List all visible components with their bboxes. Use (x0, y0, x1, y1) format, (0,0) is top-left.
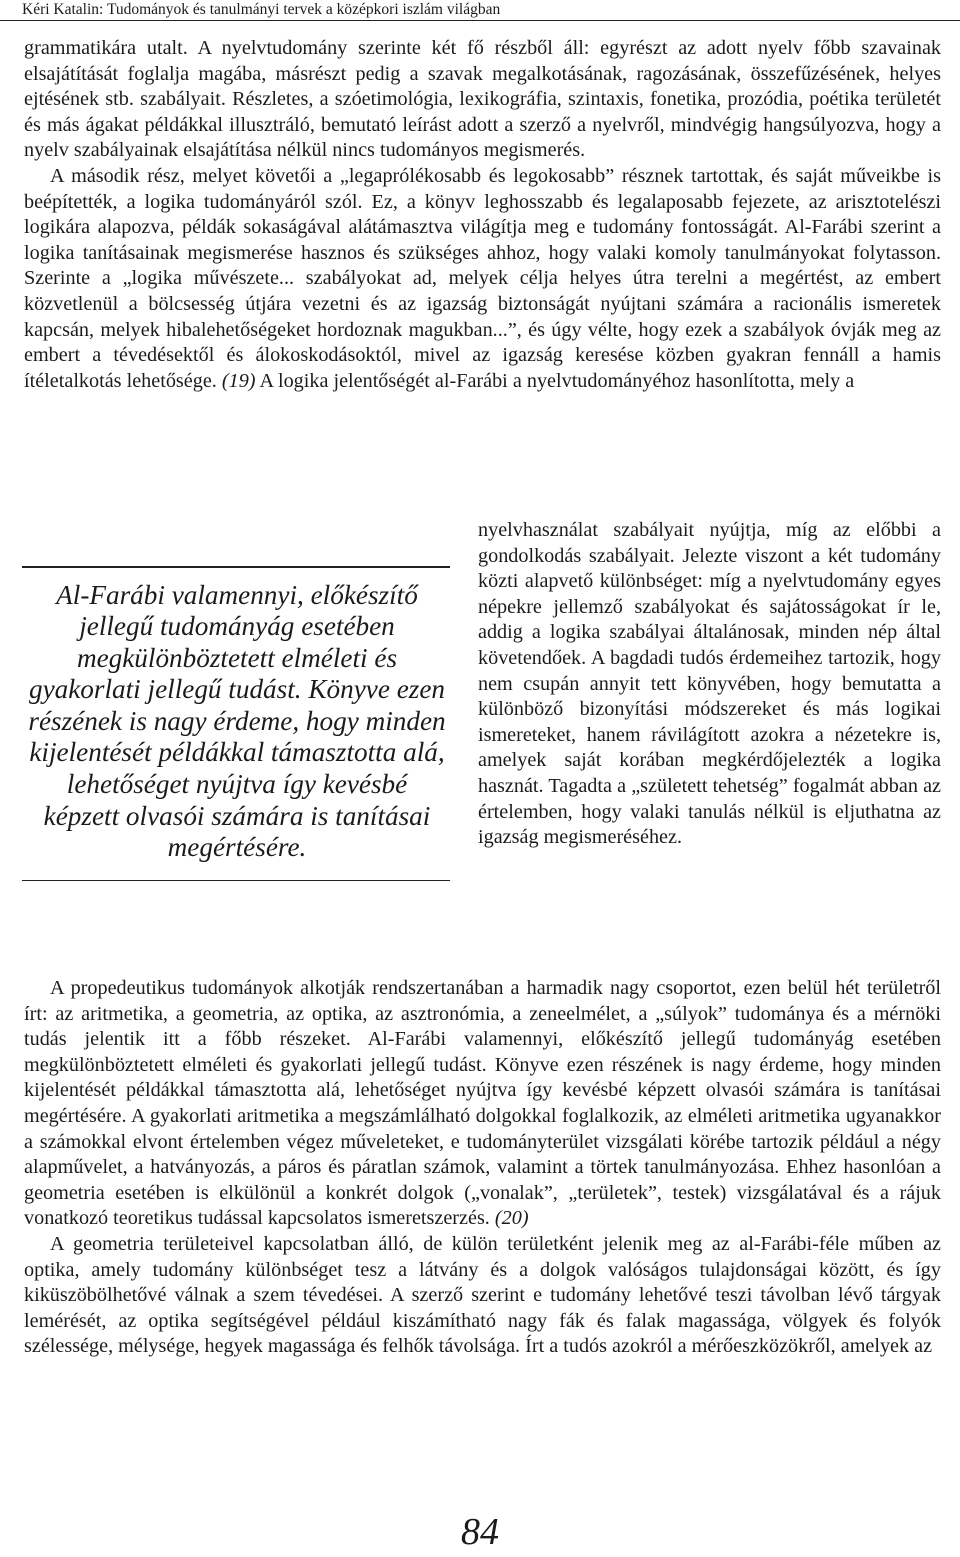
paragraph: nyelvhasználat szabályait nyújtja, míg az előbbi a gondolkodás szabályait. Jelezte viszont a két tudomány közti alapvető különbséget: míg a nyelvtudomány egyes népekre jellemző szabályokat és sajátosságokat ír le, addig a logika szabályai általánosak, minden nép által követendőek. A bagdadi tudós érdemeihez tartozik, hogy nem csupán annyit tett könyvében, hogy bemutatta a különböző bizonyítási módszereket és más logikai ismereteket, hanem rávilágított azokra a nézetekre is, amelyek saját korában megkérdőjelezték a logika hasznát. Tagadta a „született tehetség” fogalmát abban az értelemben, hogy valaki tanulás nélkül is eljuthatna az igazság megismeréséhez. (478, 519, 941, 849)
citation-ref: (19) (221, 369, 256, 392)
body-text-wrap (478, 518, 941, 851)
paragraph-text: A propedeutikus tudományok alkotják rendszertanában a harmadik nagy csoportot, ezen belül hét területről írt: az aritmetika, a geometria, az optika, az asztronómia, a zeneelmélet, a „súlyok” tudománya és a mérnöki tudás jelentik itt a főbb részeket. Al-Farábi valamennyi, előkészítő jellegű tudományág esetében megkülönböztetett elméleti és gyakorlati jellegű tudást. Könyve ezen részének is nagy érdeme, hogy minden kijelentését példákkal támasztotta alá, lehetőséget nyújtva így kevésbé képzett olvasói számára is tanításai megértésére. A gyakorlati aritmetika a megszámlálható dolgokkal foglalkozik, az elméleti aritmetika ugyanakkor a számokkal elvont értelemben végez műveleteket, e tudományterület vizsgálati körébe tartozik például a négy alapművelet, a hatványozás, a páros és páratlan számok, valamint a törtek tanulmányozása. Ehhez hasonlóan a geometria esetében is elkülönül a konkrét dolgok („vonalak”, „területek”, testek) vizsgálatával és a rájuk vonatkozó teoretikus tudással kapcsolatos ismeretszerzés. (24, 977, 941, 1230)
pull-quote-text: Al-Farábi valamennyi, előkészítő jellegű tudományág esetében megkülönböztetett elméleti és gyakorlati jellegű tudást. Könyve ezen részének is nagy érdeme, hogy minden kijelentését példákkal támasztotta alá, lehetőséget nyújtva így kevésbé képzett olvasói számára is tanításai megértésére. (28, 579, 446, 863)
pull-quote-rule-bottom (22, 880, 450, 882)
paragraph-text: A logika jelentőségét al-Farábi a nyelvtudományéhoz hasonlította, mely a (259, 369, 855, 392)
paragraph: A geometria területeivel kapcsolatban álló, de külön területként jelenik meg az al-Farábi-féle műben az optika, amely tudomány különbséget tesz a látvány és a dolgok valóságos tulajdonságai között, és így kiküszöbölhetővé válnak a szem tévedései. A szerző szerint e tudomány lehetővé teszi távolban lévő tárgyak lemérését, az optika segítségével például kiszámítható nagy fák és falak magassága, völgyek és folyók szélessége, mélysége, hegyek magassága és felhők távolsága. Írt a tudós azokról a mérőeszközökről, amelyek az (24, 1232, 941, 1358)
running-header: Kéri Katalin: Tudományok és tanulmányi tervek a középkori iszlám világban (22, 1, 501, 18)
header-rule (0, 20, 960, 21)
paragraph-text: A második rész, melyet követői a „legaprólékosabb és legokosabb” résznek tartottak, és saját műveikbe is beépítették, a logika tudományáról szól. Ez, a könyv leghosszabb és legalaposabb fejezete, az arisztotelészi logikára alapozva, példák sokaságával alátámasztva világítja meg e tudomány fontosságát. Al-Farábi szerint a logika tanításainak megismerése hasznos és szükséges ahhoz, hogy valaki komoly tanulmányokat folytasson. Szerinte a „logika művészete... szabályokat ad, melyek célja helyes útra terelni a megértést, az embert közvetlenül a bölcsesség útjára vezetni és az igazság biztonságát nyújtani számára a racionális ismeretek kapcsán, melyek hibalehetőségeket hordoznak magukban...”, és úgy vélte, hogy ezek a szabályok óvják meg az embert a tévedésektől és álokoskodásoktól, mivel az igazság keresése közben gyakran fennáll a hamis ítéletalkotás lehetősége. (24, 164, 941, 392)
page-number: 84 (461, 1511, 499, 1553)
pull-quote (22, 566, 452, 881)
body-text-bottom (24, 976, 941, 1360)
paragraph: grammatikára utalt. A nyelvtudomány szerinte két fő részből áll: egyrészt az adott nyelv főbb szavainak elsajátítását foglalja magába, másrészt pedig a szavak megalkotásának, ragozásának, összefűzésének, helyes ejtésének stb. szabályait. Részletes, a szóetimológia, lexikográfia, szintaxis, fonetika, prozódia, poétika területét és más ágakat példákkal illusztráló, bemutató leírást adott a szerző a nyelvről, mindvégig hangsúlyozva, hogy a nyelv szabályainak elsajátítása nélkül nincs tudományos megismerés. (24, 37, 941, 162)
paragraph (24, 976, 941, 1232)
citation-ref: (20) (494, 1207, 529, 1230)
paragraph (24, 164, 941, 394)
pull-quote-rule-top (22, 566, 450, 568)
body-text-top (24, 36, 941, 394)
